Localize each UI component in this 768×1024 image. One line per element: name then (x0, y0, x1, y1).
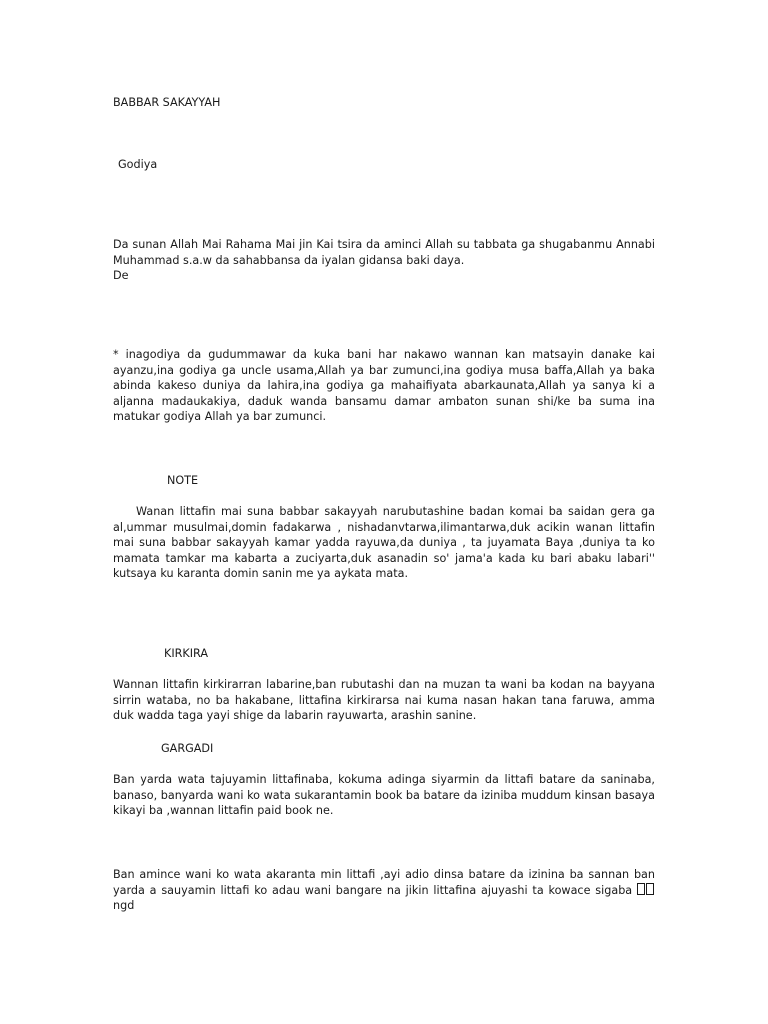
closing-text: Ban amince wani ko wata akaranta min littafi ,ayi adio dinsa batare da izinina ba sannan ban yarda a sauyamin littafi ko adau wani bangare na jikin littafina ajuyashi ta kowace sigaba (113, 868, 655, 897)
gargadi-paragraph: Ban yarda wata tajuyamin littafinaba, kokuma adinga siyarmin da littafi batare da saninaba, banaso, banyarda wani ko wata sukarantamin book ba batare da iziniba muddum kinsan basaya kikayi ba ,wannan littafin paid book ne. (113, 773, 655, 818)
note-heading: NOTE (167, 474, 199, 487)
intro-paragraph: Da sunan Allah Mai Rahama Mai jin Kai tsira da aminci Allah su tabbata ga shugabanmu Annabi Muhammad s.a.w da sahabbansa da iyalan gidansa baki daya. (113, 238, 655, 267)
missing-glyph-icon (637, 883, 645, 895)
gargadi-heading: GARGADI (161, 742, 214, 755)
kirkira-heading: KIRKIRA (164, 647, 209, 660)
dedication-paragraph: * inagodiya da gudummawar da kuka bani har nakawo wannan kan matsayin danake kai ayanzu,ina godiya ga uncle usama,Allah ya bar zumunci,ina godiya musa baffa,Allah ya baka abinda kakeso duniya da lahira,ina godiya ga mahaifiyata abarkaunata,Allah ya sanya ki a aljanna madaukakiya, daduk wanda bansamu damar ambaton sunan shi/ke ba suma ina matukar godiya Allah ya bar zumunci. (113, 348, 655, 424)
closing-tail: ngd (113, 899, 135, 913)
document-title: BABBAR SAKAYYAH (113, 96, 221, 109)
missing-glyph-icon (646, 883, 654, 895)
note-paragraph: Wanan littafin mai suna babbar sakayyah narubutashine badan komai ba saidan gera ga al,ummar musulmai,domin fadakarwa , nishadanvtarwa,ilimantarwa,duk acikin wanan littafin mai suna babbar sakayyah kamar yadda rayuwa,da duniya , ta juyamata Baya ,duniya ta ko mamata tamkar ma kabarta a zuciyarta,duk asanadin so' jama'a kada ku bari abaku labari'' kutsaya ku karanta domin sanin me ya aykata mata. (113, 505, 655, 581)
kirkira-paragraph: Wannan littafin kirkirarran labarine,ban rubutashi dan na muzan ta wani ba kodan na bayyana sirrin wataba, no ba hakabane, littafina kirkirarsa nai kuma nasan hakan tana faruwa, amma duk wadda taga yayi shige da labarin rayuwarta, arashin sanine. (113, 678, 655, 723)
closing-paragraph (113, 867, 655, 914)
acknowledgement-heading: Godiya (118, 158, 158, 171)
fragment-de: De (113, 269, 129, 282)
